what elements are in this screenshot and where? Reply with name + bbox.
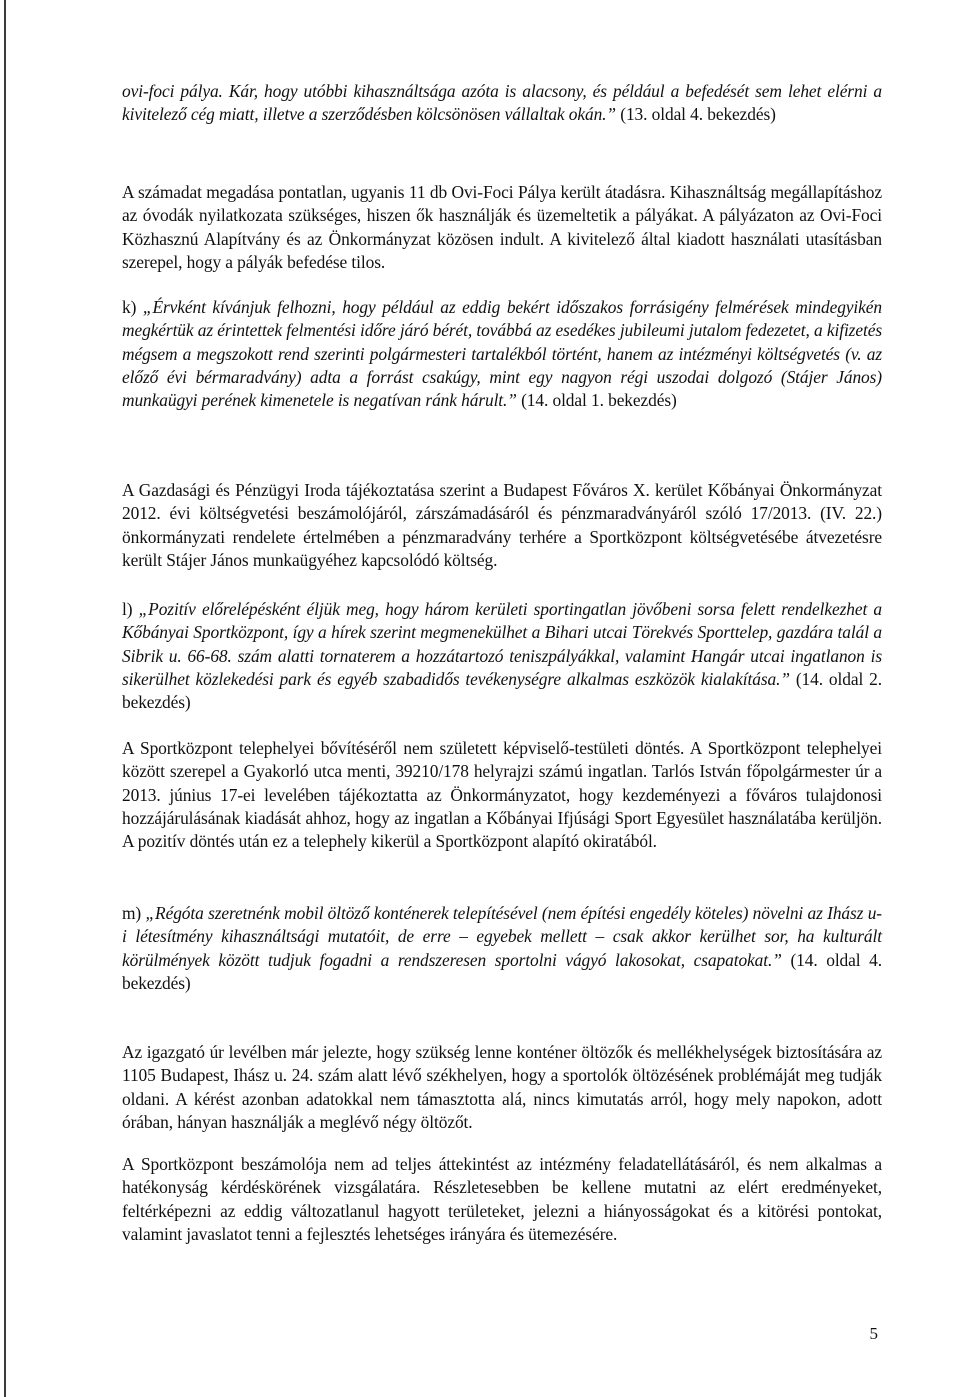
page-number: 5	[869, 1324, 878, 1343]
quote-reference: (14. oldal 2. bekezdés)	[122, 668, 882, 713]
scan-edge-line	[4, 0, 6, 1397]
item-label: k)	[122, 297, 143, 317]
paragraph-item-l	[122, 598, 882, 714]
paragraph-response-3: A Sportközpont telephelyei bővítéséről nem született képviselő-testületi döntés. A Sportközpont telephelyei között szerepel a Gyakorló utca menti, 39210/178 helyrajzi számú ingatlan. Tarlós István főpolgármester úr a 2013. június 17-ei levelében tájékoztatta az Önkormányzatot, hogy kezdeményezi a főváros tulajdonosi hozzájárulásának kiadását ahhoz, hogy az ingatlan a Kőbányai Ifjúsági Sport Egyesület használatába kerüljön. A pozitív döntés után ez a telephely kikerül a Sportközpont alapító okiratából.	[122, 738, 882, 852]
paragraph-quote-continuation	[122, 80, 882, 127]
paragraph-item-m	[122, 902, 882, 995]
paragraph-response-2: A Gazdasági és Pénzügyi Iroda tájékoztatása szerint a Budapest Főváros X. kerület Kőbányai Önkormányzat 2012. évi költségvetési beszámolójáról, zárszámadásáról és pénzmaradványáról szóló 17/2013. (IV. 22.) önkormányzati rendelete értelmében a pénzmaradvány terhére a Sportközpont költségvetésébe átvezetésre került Stájer János munkaügyéhez kapcsolódó költség.	[122, 480, 882, 570]
paragraph-item-k	[122, 296, 882, 412]
paragraph-conclusion: A Sportközpont beszámolója nem ad teljes áttekintést az intézmény feladatellátásáról, és nem alkalmas a hatékonyság kérdéskörének vizsgálatára. Részletesebben be kellene mutatni az elért eredményeket, feltérképezni az eddig változatlanul hagyott területeket, jelezni a hiányosságokat és a kitörési pontokat, valamint javaslatot tenni a fejlesztés lehetséges irányára és ütemezésére.	[122, 1154, 882, 1244]
quote-text: „Régóta szeretnénk mobil öltöző konténerek telepítésével (nem építési engedély köteles) növelni az Ihász u-i létesítmény kihasználtsági mutatóit, de erre – egyebek mellett – csak akkor kerülhet sor, ha kulturált körülmények között tudjuk fogadni a rendszeresen sportolni vágyó lakosokat, csapatokat.”	[122, 903, 882, 970]
quote-reference: (14. oldal 4. bekezdés)	[122, 949, 882, 993]
paragraph-response-1: A számadat megadása pontatlan, ugyanis 11 db Ovi-Foci Pálya került átadásra. Kihasználtság megállapításhoz az óvodák nyilatkozata szükséges, hiszen ők használják és üzemeltetik a pályákat. A pályázaton az Ovi-Foci Közhasznú Alapítvány és az Önkormányzat közösen indult. A kivitelező által kiadott használati utasításban szerepel, hogy a pályák befedése tilos.	[122, 182, 882, 272]
quote-text: „Érvként kívánjuk felhozni, hogy például az eddig bekért időszakos forrásigény felmérések mindegyikén megkértük az érintettek felmentési időre járó bérét, továbbá az esedékes jubileumi jutalom fedezetet, a kifizetés mégsem a megszokott rend szerinti polgármesteri tartalékból történt, hanem az intézményi költségvetés (v. az előző évi bérmaradvány) adta a forrást csakúgy, mint egy nagyon régi uszodai dolgozó (Stájer János) munkaügyi perének kimenetele is negatívan ránk hárult.”	[122, 297, 882, 411]
item-label: l)	[122, 599, 139, 619]
item-label: m)	[122, 903, 146, 923]
quote-reference: (13. oldal 4. bekezdés)	[616, 104, 776, 125]
quote-text: „Pozitív előrelépésként éljük meg, hogy három kerületi sportingatlan jövőbeni sorsa felett rendelkezhet a Kőbányai Sportközpont, így a hírek szerint megmenekülhet a Bihari utcai Törekvés Sporttelep, gazdára talál a Sibrik u. 66-68. szám alatti tornaterem a hozzátartozó teniszpályákkal, valamint Hangár utcai ingatlanon is sikerülhet közlekedési park és egyéb szabadidős tevékenységre alkalmas eszközök kialakítása.”	[122, 599, 883, 689]
paragraph-response-4: Az igazgató úr levélben már jelezte, hogy szükség lenne konténer öltözők és mellékhelységek biztosítására az 1105 Budapest, Ihász u. 24. szám alatt lévő székhelyen, hogy a sportolók öltözésének problémáját meg tudják oldani. A kérést azonban adatokkal nem támasztotta alá, nincs kimutatás arról, hogy mely napokon, adott órában, hányan használják a meglévő négy öltözőt.	[122, 1042, 882, 1132]
quote-text: ovi-foci pálya. Kár, hogy utóbbi kihasználtsága azóta is alacsony, és például a befedését sem lehet elérni a kivitelező cég miatt, illetve a szerződésben kölcsönösen vállaltak okán.”	[122, 81, 882, 125]
quote-reference: (14. oldal 1. bekezdés)	[516, 390, 677, 411]
